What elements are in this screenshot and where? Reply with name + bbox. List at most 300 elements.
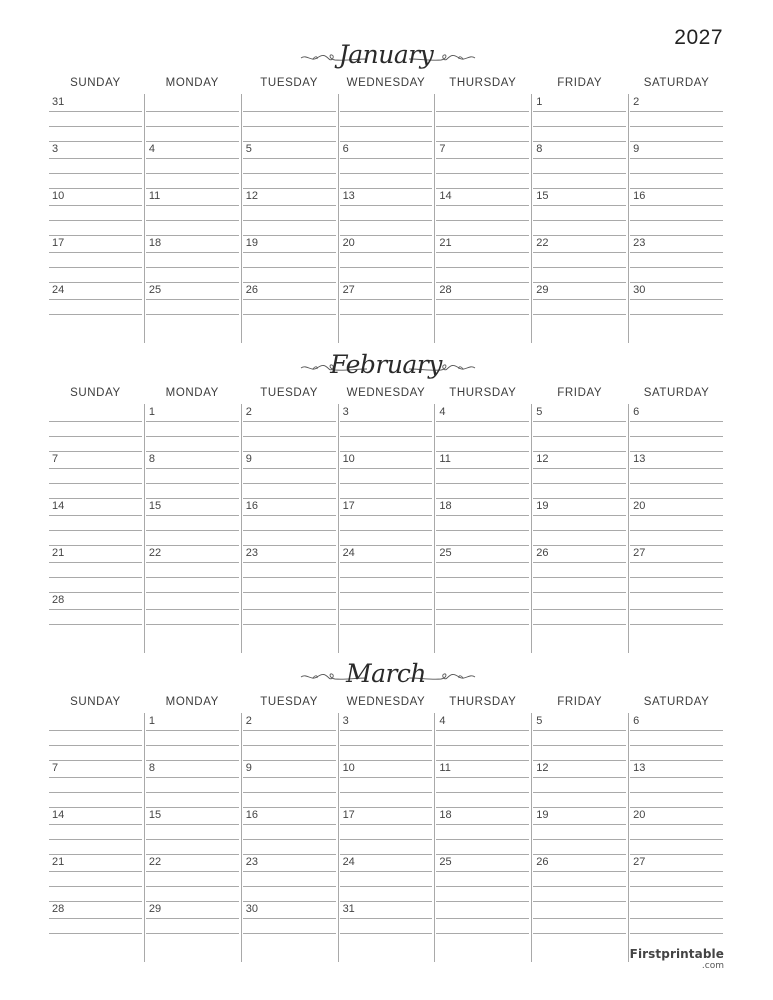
day-cell[interactable]	[434, 188, 531, 235]
row-divider	[630, 451, 723, 452]
weekday-header	[47, 382, 725, 404]
row-divider	[49, 498, 142, 499]
writing-lines	[533, 871, 626, 901]
day-cell[interactable]	[241, 545, 338, 592]
day-number: 18	[148, 237, 162, 249]
writing-lines	[243, 252, 336, 282]
row-divider	[630, 235, 723, 236]
writing-lines	[146, 918, 239, 948]
day-cell[interactable]	[434, 713, 531, 760]
writing-lines	[436, 515, 529, 545]
day-cell[interactable]	[241, 235, 338, 282]
day-cell[interactable]	[241, 404, 338, 451]
day-cell[interactable]	[241, 188, 338, 235]
row-divider	[436, 592, 529, 593]
day-number: 15	[148, 500, 162, 512]
writing-lines	[533, 824, 626, 854]
day-cell[interactable]	[241, 141, 338, 188]
row-divider	[630, 760, 723, 761]
weekday-monday: MONDAY	[165, 696, 219, 708]
day-number: 18	[439, 500, 452, 512]
writing-lines	[243, 515, 336, 545]
writing-lines	[243, 299, 336, 329]
writing-lines	[49, 918, 142, 948]
day-number: 30	[633, 284, 646, 296]
row-divider	[533, 235, 626, 236]
day-cell[interactable]	[338, 545, 435, 592]
month-february	[47, 348, 725, 639]
day-number: 24	[342, 856, 355, 868]
day-cell[interactable]	[434, 94, 531, 141]
day-cell[interactable]	[434, 235, 531, 282]
row-divider	[243, 901, 336, 902]
column-divider	[628, 713, 629, 962]
day-cell[interactable]	[434, 807, 531, 854]
column-divider	[531, 713, 532, 962]
day-cell[interactable]	[531, 760, 628, 807]
day-cell[interactable]	[47, 141, 144, 188]
day-cell[interactable]	[144, 141, 241, 188]
column-divider	[434, 713, 435, 962]
writing-lines	[49, 609, 142, 639]
day-number: 7	[52, 762, 59, 774]
writing-lines	[436, 871, 529, 901]
day-number: 21	[52, 547, 65, 559]
day-number: 13	[633, 762, 646, 774]
day-cell[interactable]	[241, 498, 338, 545]
row-divider	[340, 901, 433, 902]
day-cell[interactable]	[628, 282, 725, 329]
day-cell[interactable]	[628, 235, 725, 282]
row-divider	[340, 854, 433, 855]
writing-lines	[630, 871, 723, 901]
day-number: 14	[52, 809, 65, 821]
row-divider	[533, 760, 626, 761]
day-number: 23	[633, 237, 646, 249]
day-number: 11	[439, 453, 451, 465]
day-cell[interactable]	[434, 498, 531, 545]
day-cell[interactable]	[241, 592, 338, 639]
writing-lines	[146, 252, 239, 282]
row-divider	[436, 498, 529, 499]
day-cell[interactable]	[47, 282, 144, 329]
month-name: January	[338, 40, 434, 69]
day-cell[interactable]	[47, 404, 144, 451]
writing-lines	[146, 515, 239, 545]
row-divider	[533, 451, 626, 452]
day-cell[interactable]	[531, 807, 628, 854]
row-divider	[340, 807, 433, 808]
day-number: 24	[342, 547, 355, 559]
day-cell[interactable]	[47, 94, 144, 141]
row-divider	[340, 188, 433, 189]
day-number: 20	[342, 237, 355, 249]
writing-lines	[49, 871, 142, 901]
column-divider	[434, 404, 435, 653]
row-divider	[146, 901, 239, 902]
writing-lines	[340, 421, 433, 451]
weekday-wednesday: WEDNESDAY	[346, 77, 426, 89]
writing-lines	[436, 158, 529, 188]
day-cell[interactable]	[144, 498, 241, 545]
day-number: 31	[342, 903, 355, 915]
writing-lines	[630, 252, 723, 282]
day-cell[interactable]	[241, 854, 338, 901]
day-cell[interactable]	[241, 901, 338, 948]
row-divider	[49, 901, 142, 902]
day-number: 31	[52, 96, 65, 108]
writing-lines	[630, 609, 723, 639]
day-cell[interactable]	[434, 141, 531, 188]
month-title	[47, 38, 725, 72]
row-divider	[243, 235, 336, 236]
day-cell[interactable]	[338, 94, 435, 141]
day-cell[interactable]	[531, 498, 628, 545]
weekday-tuesday: TUESDAY	[260, 77, 318, 89]
day-cell[interactable]	[144, 94, 241, 141]
day-cell[interactable]	[531, 94, 628, 141]
day-number: 5	[536, 406, 543, 418]
day-cell[interactable]	[628, 498, 725, 545]
row-divider	[146, 282, 239, 283]
writing-lines	[49, 777, 142, 807]
weekday-saturday: SATURDAY	[643, 696, 710, 708]
day-cell[interactable]	[628, 545, 725, 592]
day-number: 5	[245, 143, 252, 155]
day-number: 3	[342, 715, 349, 727]
writing-lines	[436, 562, 529, 592]
weekday-thursday: THURSDAY	[449, 77, 517, 89]
writing-lines	[146, 562, 239, 592]
day-cell[interactable]	[531, 188, 628, 235]
month-title	[47, 348, 725, 382]
row-divider	[243, 592, 336, 593]
row-divider	[436, 807, 529, 808]
day-number: 20	[633, 809, 646, 821]
day-number: 2	[633, 96, 640, 108]
row-divider	[533, 901, 626, 902]
weekday-wednesday: WEDNESDAY	[346, 696, 426, 708]
day-number: 13	[342, 190, 355, 202]
day-number: 16	[245, 809, 258, 821]
brand-domain: .com	[701, 961, 724, 971]
day-cell[interactable]	[47, 592, 144, 639]
day-cell[interactable]	[531, 235, 628, 282]
day-number: 19	[245, 237, 258, 249]
day-number: 28	[52, 903, 65, 915]
day-cell[interactable]	[47, 451, 144, 498]
writing-lines	[630, 562, 723, 592]
writing-lines	[49, 252, 142, 282]
day-cell[interactable]	[531, 713, 628, 760]
day-cell[interactable]	[144, 807, 241, 854]
day-number: 27	[633, 547, 646, 559]
writing-lines	[436, 777, 529, 807]
writing-lines	[340, 252, 433, 282]
day-cell[interactable]	[434, 404, 531, 451]
day-cell[interactable]	[338, 404, 435, 451]
day-number: 26	[536, 547, 549, 559]
column-divider	[241, 713, 242, 962]
day-number: 27	[342, 284, 355, 296]
row-divider	[436, 854, 529, 855]
writing-lines	[243, 421, 336, 451]
writing-lines	[340, 918, 433, 948]
weekday-monday: MONDAY	[165, 387, 219, 399]
day-cell[interactable]	[531, 141, 628, 188]
writing-lines	[243, 468, 336, 498]
row-divider	[146, 498, 239, 499]
day-cell[interactable]	[144, 451, 241, 498]
weekday-header	[47, 72, 725, 94]
writing-lines	[630, 918, 723, 948]
day-cell[interactable]	[628, 760, 725, 807]
day-number: 1	[148, 406, 155, 418]
day-cell[interactable]	[338, 235, 435, 282]
day-cell[interactable]	[338, 854, 435, 901]
row-divider	[630, 545, 723, 546]
day-cell[interactable]	[628, 141, 725, 188]
day-cell[interactable]	[338, 760, 435, 807]
row-divider	[146, 188, 239, 189]
day-cell[interactable]	[338, 282, 435, 329]
row-divider	[533, 282, 626, 283]
day-cell[interactable]	[338, 807, 435, 854]
writing-lines	[243, 158, 336, 188]
day-cell[interactable]	[47, 760, 144, 807]
row-divider	[243, 451, 336, 452]
day-cell[interactable]	[241, 451, 338, 498]
day-number: 5	[536, 715, 543, 727]
brand-logo	[630, 948, 724, 971]
writing-lines	[533, 515, 626, 545]
day-cell[interactable]	[628, 188, 725, 235]
weekday-friday: FRIDAY	[557, 696, 603, 708]
day-cell[interactable]	[338, 901, 435, 948]
day-number: 17	[342, 809, 355, 821]
day-number: 2	[245, 715, 252, 727]
column-divider	[338, 94, 339, 343]
row-divider	[533, 545, 626, 546]
month-title	[47, 657, 725, 691]
writing-lines	[533, 299, 626, 329]
day-cell[interactable]	[628, 592, 725, 639]
day-cell[interactable]	[628, 713, 725, 760]
day-number: 11	[439, 762, 451, 774]
day-cell[interactable]	[531, 282, 628, 329]
writing-lines	[146, 158, 239, 188]
day-cell[interactable]	[338, 713, 435, 760]
column-divider	[144, 404, 145, 653]
day-cell[interactable]	[47, 713, 144, 760]
day-cell[interactable]	[241, 282, 338, 329]
row-divider	[243, 282, 336, 283]
day-cell[interactable]	[338, 498, 435, 545]
weekday-thursday: THURSDAY	[449, 696, 517, 708]
day-number: 15	[148, 809, 162, 821]
day-cell[interactable]	[531, 854, 628, 901]
writing-lines	[49, 299, 142, 329]
row-divider	[49, 545, 142, 546]
writing-lines	[340, 515, 433, 545]
writing-lines	[340, 111, 433, 141]
day-number: 26	[536, 856, 549, 868]
day-cell[interactable]	[434, 282, 531, 329]
day-cell[interactable]	[144, 901, 241, 948]
day-cell[interactable]	[47, 854, 144, 901]
row-divider	[146, 235, 239, 236]
day-cell[interactable]	[434, 545, 531, 592]
day-number: 16	[245, 500, 258, 512]
row-divider	[146, 141, 239, 142]
row-divider	[243, 854, 336, 855]
writing-lines	[340, 730, 433, 760]
day-cell[interactable]	[434, 854, 531, 901]
day-cell[interactable]	[47, 901, 144, 948]
day-number: 22	[148, 856, 162, 868]
day-cell[interactable]	[241, 94, 338, 141]
month-name: February	[330, 350, 442, 379]
day-cell[interactable]	[628, 901, 725, 948]
day-number: 14	[439, 190, 452, 202]
day-cell[interactable]	[628, 94, 725, 141]
writing-lines	[243, 777, 336, 807]
day-cell[interactable]	[144, 188, 241, 235]
day-cell[interactable]	[144, 713, 241, 760]
day-cell[interactable]	[531, 901, 628, 948]
day-cell[interactable]	[531, 545, 628, 592]
day-cell[interactable]	[47, 235, 144, 282]
day-number: 6	[633, 406, 640, 418]
day-cell[interactable]	[338, 592, 435, 639]
row-divider	[146, 545, 239, 546]
day-number: 19	[536, 809, 549, 821]
day-cell[interactable]	[434, 760, 531, 807]
writing-lines	[533, 252, 626, 282]
month-grid	[47, 713, 725, 948]
day-cell[interactable]	[47, 498, 144, 545]
writing-lines	[436, 252, 529, 282]
day-number: 23	[245, 856, 258, 868]
writing-lines	[630, 468, 723, 498]
writing-lines	[436, 824, 529, 854]
day-cell[interactable]	[47, 545, 144, 592]
column-divider	[628, 404, 629, 653]
day-cell[interactable]	[144, 854, 241, 901]
day-number: 27	[633, 856, 646, 868]
day-cell[interactable]	[144, 592, 241, 639]
row-divider	[630, 282, 723, 283]
row-divider	[630, 807, 723, 808]
writing-lines	[533, 468, 626, 498]
day-number: 20	[633, 500, 646, 512]
writing-lines	[49, 730, 142, 760]
day-number: 10	[342, 453, 355, 465]
day-cell[interactable]	[338, 188, 435, 235]
day-cell[interactable]	[144, 545, 241, 592]
day-cell[interactable]	[144, 404, 241, 451]
writing-lines	[436, 730, 529, 760]
day-number: 8	[536, 143, 543, 155]
day-cell[interactable]	[338, 451, 435, 498]
writing-lines	[146, 824, 239, 854]
writing-lines	[146, 111, 239, 141]
day-number: 4	[148, 143, 155, 155]
day-number: 17	[52, 237, 65, 249]
writing-lines	[630, 299, 723, 329]
day-cell[interactable]	[628, 854, 725, 901]
column-divider	[338, 713, 339, 962]
day-cell[interactable]	[434, 901, 531, 948]
weekday-tuesday: TUESDAY	[260, 696, 318, 708]
row-divider	[340, 592, 433, 593]
day-cell[interactable]	[47, 188, 144, 235]
row-divider	[630, 592, 723, 593]
day-cell[interactable]	[241, 760, 338, 807]
writing-lines	[630, 421, 723, 451]
writing-lines	[49, 562, 142, 592]
day-cell[interactable]	[628, 404, 725, 451]
day-cell[interactable]	[241, 807, 338, 854]
row-divider	[49, 282, 142, 283]
day-number: 18	[439, 809, 452, 821]
weekday-friday: FRIDAY	[557, 77, 603, 89]
day-number: 21	[439, 237, 452, 249]
day-cell[interactable]	[531, 451, 628, 498]
day-number: 6	[633, 715, 640, 727]
row-divider	[49, 235, 142, 236]
day-cell[interactable]	[628, 451, 725, 498]
day-cell[interactable]	[47, 807, 144, 854]
day-cell[interactable]	[434, 592, 531, 639]
row-divider	[436, 282, 529, 283]
row-divider	[533, 188, 626, 189]
day-number: 16	[633, 190, 646, 202]
day-cell[interactable]	[531, 592, 628, 639]
writing-lines	[243, 918, 336, 948]
column-divider	[241, 404, 242, 653]
row-divider	[146, 807, 239, 808]
day-cell[interactable]	[144, 282, 241, 329]
day-cell[interactable]	[434, 451, 531, 498]
day-cell[interactable]	[144, 760, 241, 807]
day-number: 25	[439, 856, 452, 868]
day-number: 25	[439, 547, 452, 559]
writing-lines	[630, 205, 723, 235]
writing-lines	[146, 871, 239, 901]
writing-lines	[146, 299, 239, 329]
writing-lines	[533, 609, 626, 639]
day-number: 23	[245, 547, 258, 559]
row-divider	[436, 901, 529, 902]
row-divider	[533, 141, 626, 142]
writing-lines	[630, 777, 723, 807]
writing-lines	[340, 609, 433, 639]
day-cell[interactable]	[338, 141, 435, 188]
row-divider	[146, 854, 239, 855]
row-divider	[436, 545, 529, 546]
day-number: 1	[536, 96, 543, 108]
weekday-sunday: SUNDAY	[70, 387, 121, 399]
writing-lines	[436, 468, 529, 498]
day-cell[interactable]	[628, 807, 725, 854]
weekday-monday: MONDAY	[165, 77, 219, 89]
day-cell[interactable]	[144, 235, 241, 282]
writing-lines	[533, 730, 626, 760]
row-divider	[436, 141, 529, 142]
day-cell[interactable]	[241, 713, 338, 760]
day-cell[interactable]	[531, 404, 628, 451]
